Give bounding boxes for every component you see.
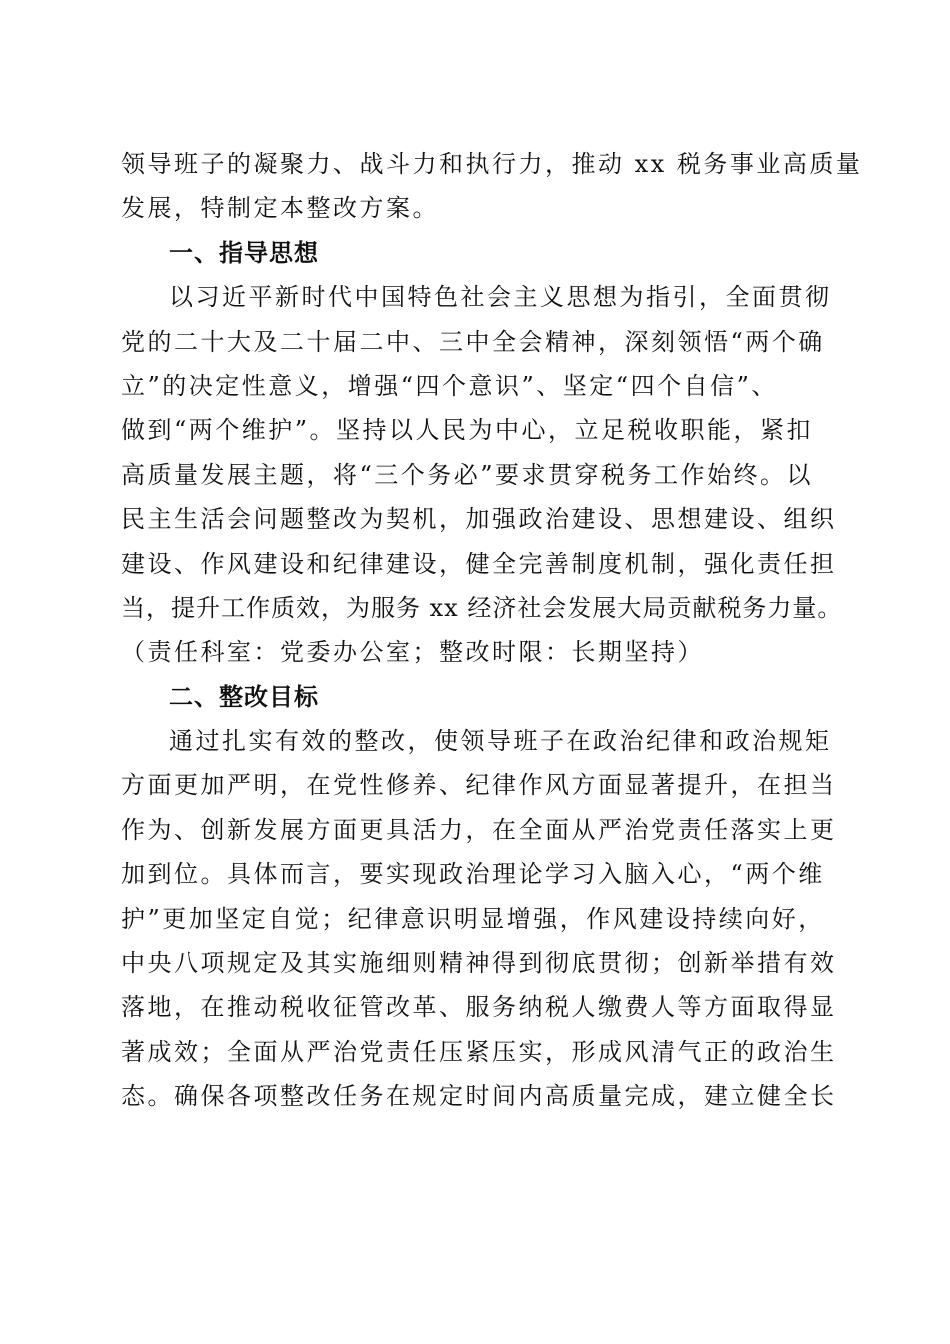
paragraph-line: 通过扎实有效的整改，使领导班子在政治纪律和政治规矩: [169, 727, 832, 756]
paragraph-line: 党的二十大及二十届二中、三中全会精神，深刻领悟“两个确: [121, 327, 825, 356]
document-body: [121, 142, 863, 1119]
paragraph-line: 立”的决定性意义，增强“四个意识”、坚定“四个自信”、: [121, 371, 778, 400]
paragraph-line: 中央八项规定及其实施细则精神得到彻底贯彻；创新举措有效: [121, 949, 837, 978]
paragraph-line: 发展，特制定本整改方案。: [121, 194, 439, 223]
section-heading-guiding-ideology: 一、指导思想: [169, 238, 319, 267]
paragraph-line: 建设、作风建设和纪律建设，健全完善制度机制，强化责任担: [121, 549, 837, 578]
paragraph-line: 作为、创新发展方面更具活力，在全面从严治党责任落实上更: [121, 815, 837, 844]
paragraph-line: 当，提升工作质效，为服务 xx 经济社会发展大局贡献税务力量。: [121, 593, 843, 622]
section-heading-rectification-goals: 二、整改目标: [169, 682, 319, 711]
paragraph-line: 方面更加严明，在党性修养、纪律作风方面显著提升，在担当: [121, 771, 837, 800]
paragraph-line: 护”更加坚定自觉；纪律意识明显增强，作风建设持续向好，: [121, 904, 825, 933]
paragraph-line: 做到“两个维护”。坚持以人民为中心，立足税收职能，紧扣: [121, 416, 814, 445]
responsibility-note: （责任科室：党委办公室；整改时限：长期坚持）: [121, 638, 704, 667]
paragraph-line: 以习近平新时代中国特色社会主义思想为指引，全面贯彻: [169, 283, 832, 312]
paragraph-line: 落地，在推动税收征管改革、服务纳税人缴费人等方面取得显: [121, 993, 837, 1022]
paragraph-line: 著成效；全面从严治党责任压紧压实，形成风清气正的政治生: [121, 1037, 837, 1066]
paragraph-line: 领导班子的凝聚力、战斗力和执行力，推动 xx 税务事业高质量: [121, 150, 863, 178]
paragraph-line: 加到位。具体而言，要实现政治理论学习入脑入心，“两个维: [121, 860, 825, 889]
paragraph-line: 态。确保各项整改任务在规定时间内高质量完成，建立健全长: [121, 1082, 837, 1111]
paragraph-line: 高质量发展主题，将“三个务必”要求贯穿税务工作始终。以: [121, 460, 814, 489]
paragraph-line: 民主生活会问题整改为契机，加强政治建设、思想建设、组织: [121, 505, 837, 534]
